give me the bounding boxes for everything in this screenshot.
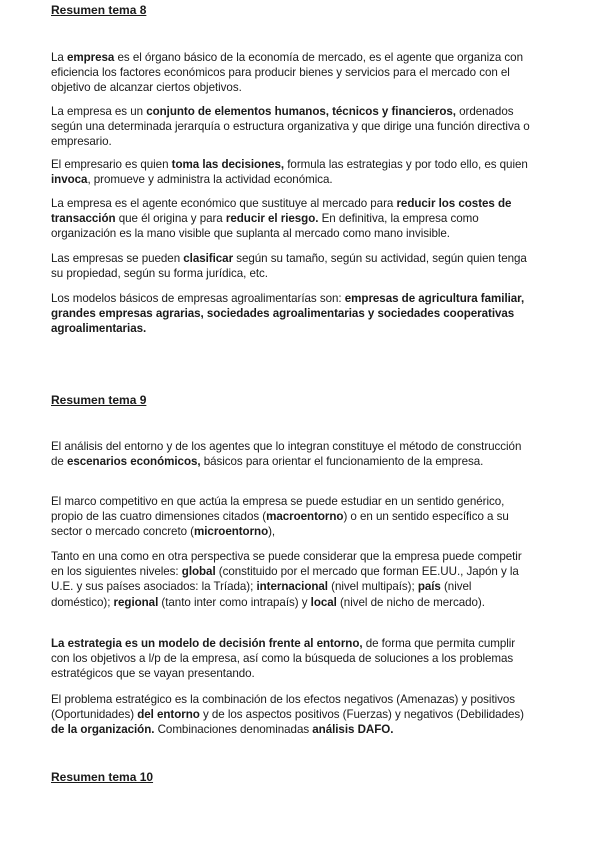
section-heading-tema-10: Resumen tema 10 bbox=[51, 770, 154, 784]
bold-text: invoca bbox=[51, 173, 88, 187]
text-run: En definitiva, la empresa como organización es la mano visible que suplanta al mercado como mano invisible. bbox=[51, 212, 479, 241]
bold-text: La estrategia es un modelo de decisión frente al entorno, bbox=[51, 637, 363, 650]
paragraph bbox=[51, 439, 531, 469]
text-run: El análisis del entorno y de los agentes que lo integran constituye el método de construcción de bbox=[51, 440, 522, 469]
text-run: según su tamaño, según su actividad, según quien tenga su propiedad, según su forma jurídica, etc. bbox=[51, 252, 527, 281]
text-run: ), bbox=[268, 525, 276, 539]
bold-text: del entorno bbox=[137, 708, 200, 722]
text-run: Los modelos básicos de empresas agroalimentarías son: bbox=[51, 292, 345, 305]
bold-text: de la organización. bbox=[51, 723, 155, 737]
text-run: (nivel de nicho de mercado). bbox=[336, 595, 485, 609]
text-run: Tanto en una como en otra perspectiva se puede considerar que la empresa puede competir en los siguientes niveles: bbox=[51, 550, 522, 579]
section-heading-tema-8: Resumen tema 8 bbox=[51, 3, 147, 17]
text-run: El empresario es quien bbox=[51, 158, 172, 171]
bold-text: local bbox=[310, 595, 337, 609]
bold-text: reducir los costes de transacción bbox=[51, 197, 512, 226]
text-run: El marco competitivo en que actúa la empresa se puede estudiar en un sentido genérico, propio de las cuatro dimensiones citados ( bbox=[51, 495, 505, 524]
bold-text: país bbox=[417, 580, 441, 594]
paragraph bbox=[51, 494, 531, 540]
text-run: El problema estratégico es la combinación de los efectos negativos (Amenazas) y positivos (Oportunidades) bbox=[51, 693, 516, 722]
paragraph bbox=[51, 104, 531, 150]
paragraph bbox=[51, 636, 531, 682]
bold-text: conjunto de elementos humanos, técnicos y financieros, bbox=[146, 105, 456, 118]
paragraph bbox=[51, 549, 531, 610]
bold-text: microentorno bbox=[194, 525, 269, 539]
text-run: y de los aspectos positivos (Fuerzas) y negativos (Debilidades) bbox=[199, 708, 524, 722]
bold-text: análisis DAFO. bbox=[312, 723, 394, 737]
bold-text: toma las decisiones, bbox=[171, 158, 285, 171]
text-run: formula las estrategias y por todo ello, es quien bbox=[284, 158, 528, 171]
text-run: ) o en un sentido específico a su sector o mercado concreto ( bbox=[51, 510, 509, 539]
bold-text: regional bbox=[113, 595, 159, 609]
paragraph bbox=[51, 50, 531, 96]
text-run: La empresa es un bbox=[51, 105, 147, 118]
bold-text: global bbox=[181, 565, 216, 579]
text-run: La bbox=[51, 51, 67, 64]
text-run: (tanto inter como intrapaís) y bbox=[158, 595, 311, 609]
bold-text: clasificar bbox=[183, 252, 234, 265]
paragraph bbox=[51, 196, 531, 242]
paragraph bbox=[51, 692, 531, 738]
text-run: Las empresas se pueden bbox=[51, 252, 184, 265]
paragraph bbox=[51, 157, 531, 187]
bold-text: empresas de agricultura familiar, grandes empresas agrarias, sociedades agroalimentarias y sociedades cooperativas agroalimentarias. bbox=[51, 292, 525, 336]
text-run: (nivel multipaís); bbox=[327, 580, 418, 594]
text-run: La empresa es el agente económico que sustituye al mercado para bbox=[51, 197, 397, 210]
text-run: básicos para orientar el funcionamiento de la empresa. bbox=[200, 455, 484, 469]
bold-text: internacional bbox=[256, 580, 328, 594]
text-run: (nivel doméstico); bbox=[51, 580, 472, 609]
text-run: que él origina y para bbox=[115, 212, 226, 226]
paragraph bbox=[51, 251, 531, 281]
bold-text: escenarios económicos, bbox=[66, 455, 201, 469]
text-run: (constituido por el mercado que forman EE.UU., Japón y la U.E. y sus países asociados: la Tríada); bbox=[51, 565, 519, 594]
section-heading-tema-9: Resumen tema 9 bbox=[51, 393, 147, 407]
paragraph bbox=[51, 291, 531, 337]
text-run: ordenados según una determinada jerarquía o estructura organizativa y que dirige una función directiva o empresario. bbox=[51, 105, 530, 149]
text-run: Combinaciones denominadas bbox=[154, 723, 313, 737]
text-run: es el órgano básico de la economía de mercado, es el agente que organiza con eficiencia los factores económicos para producir bienes y servicios para el mercado con el objetivo de alcanzar ciertos objetivos. bbox=[51, 51, 523, 95]
bold-text: empresa bbox=[66, 51, 115, 64]
text-run: de forma que permita cumplir con los objetivos a l/p de la empresa, así como la búsqueda de soluciones a los problemas estratégicos que se vayan presentando. bbox=[51, 637, 516, 681]
bold-text: reducir el riesgo. bbox=[225, 212, 319, 226]
text-run: , promueve y administra la actividad económica. bbox=[87, 173, 333, 187]
bold-text: macroentorno bbox=[266, 510, 344, 524]
